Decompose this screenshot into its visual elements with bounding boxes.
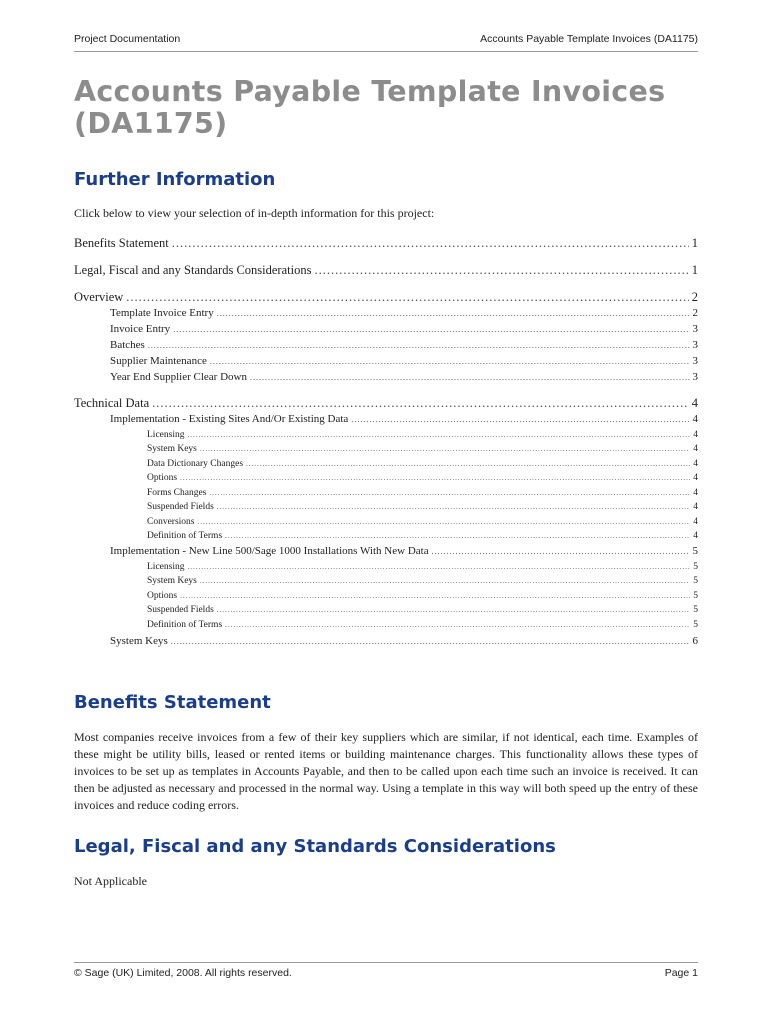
toc-entry-implementation-existing[interactable]: Implementation - Existing Sites And/Or Existing Data ..... 4 (110, 413, 698, 425)
toc-entry-suspended-fields[interactable]: Suspended Fields ..... 5 (147, 605, 698, 615)
toc-entry-system-keys[interactable]: System Keys ..... 6 (110, 635, 698, 647)
toc-entry-definition-of-terms[interactable]: Definition of Terms ..... 5 (147, 620, 698, 630)
toc-entry-technical-data[interactable]: Technical Data ..... 4 (74, 396, 698, 411)
further-information-heading: Further Information (74, 169, 276, 190)
toc-entry-legal-fiscal[interactable]: Legal, Fiscal and any Standards Considerations ..... 1 (74, 263, 698, 278)
toc-entry-invoice-entry[interactable]: Invoice Entry ..... 3 (110, 323, 698, 335)
toc-entry-suspended-fields[interactable]: Suspended Fields ..... 4 (147, 502, 698, 512)
legal-considerations-body: Not Applicable (74, 874, 147, 888)
toc-entry-template-invoice-entry[interactable]: Template Invoice Entry ..... 2 (110, 307, 698, 319)
toc-entry-implementation-new[interactable]: Implementation - New Line 500/Sage 1000 Installations With New Data ..... 5 (110, 545, 698, 557)
footer-copyright: © Sage (UK) Limited, 2008. All rights reserved. (74, 967, 292, 979)
toc-entry-benefits-statement[interactable]: Benefits Statement ..... 1 (74, 236, 698, 251)
toc-entry-supplier-maintenance[interactable]: Supplier Maintenance ..... 3 (110, 355, 698, 367)
toc-entry-system-keys[interactable]: System Keys ..... 4 (147, 444, 698, 454)
footer-page-number: Page 1 (664, 967, 698, 979)
toc-entry-definition-of-terms[interactable]: Definition of Terms ..... 4 (147, 531, 698, 541)
toc-entry-data-dictionary-changes[interactable]: Data Dictionary Changes ..... 4 (147, 459, 698, 469)
header-project-label: Project Documentation (74, 33, 181, 45)
legal-considerations-heading: Legal, Fiscal and any Standards Considerations (74, 836, 556, 857)
benefits-statement-heading: Benefits Statement (74, 692, 271, 713)
further-information-intro: Click below to view your selection of in-depth information for this project: (74, 206, 435, 220)
header-document-title: Accounts Payable Template Invoices (DA1175) (480, 33, 698, 45)
toc-entry-overview[interactable]: Overview ..... 2 (74, 290, 698, 305)
toc-entry-options[interactable]: Options ..... 5 (147, 591, 698, 601)
toc-entry-forms-changes[interactable]: Forms Changes ..... 4 (147, 488, 698, 498)
toc-entry-licensing[interactable]: Licensing ..... 5 (147, 562, 698, 572)
toc-entry-batches[interactable]: Batches ..... 3 (110, 339, 698, 351)
toc-entry-system-keys[interactable]: System Keys ..... 5 (147, 576, 698, 586)
toc-entry-year-end-supplier-clear-down[interactable]: Year End Supplier Clear Down ..... 3 (110, 371, 698, 383)
toc-entry-conversions[interactable]: Conversions ..... 4 (147, 517, 698, 527)
toc-entry-options[interactable]: Options ..... 4 (147, 473, 698, 483)
toc-entry-licensing[interactable]: Licensing ..... 4 (147, 430, 698, 440)
benefits-statement-body: Most companies receive invoices from a few of their key suppliers which are similar, if not identical, each time. Examples of these might be utility bills, leased or rented items or building maintenance charges. This functionality allows these types of invoices to be set up as templates in Accounts Payable, and then to be called upon each time such an invoice is received. It can then be adjusted as necessary and processed in the normal way. Using a template in this way will both speed up the entry of these invoices and reduce coding errors. (74, 730, 698, 812)
document-title: Accounts Payable Template Invoices (DA1175) (74, 75, 666, 140)
page-footer (74, 962, 698, 981)
table-of-contents (74, 0, 698, 1024)
